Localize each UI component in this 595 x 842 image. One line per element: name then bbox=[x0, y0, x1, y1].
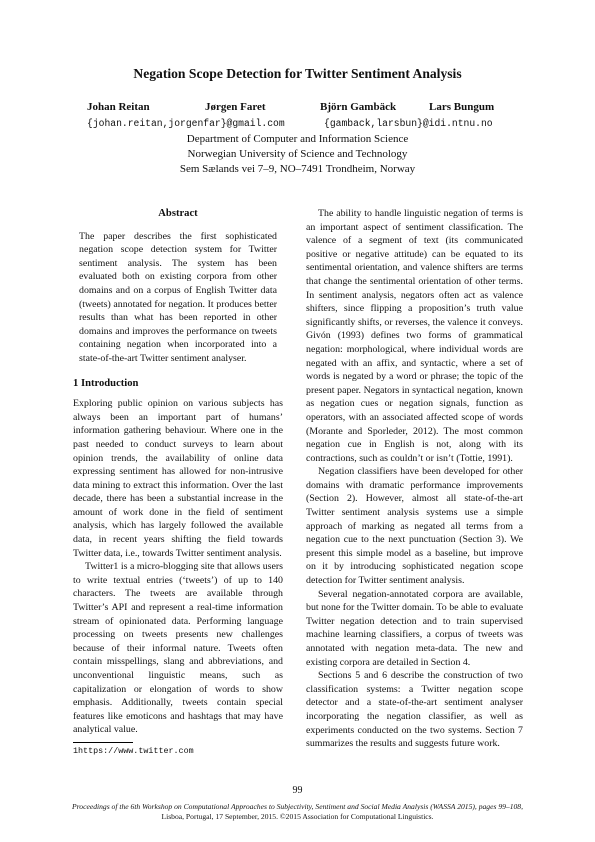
abstract-heading: Abstract bbox=[158, 208, 198, 219]
body-paragraph: Several negation-annotated corpora are available, but none for the Twitter domain. To be able to evaluate Twitter negation detection and to train supervised machine learning classifiers, a corpus of tweets was annotated with negation meta-data. The new and existing corpora are detailed in Section 4. bbox=[306, 588, 523, 668]
body-paragraph: Twitter1 is a micro-blogging site that allows users to write textual entries (‘tweets’) of up to 140 characters. The tweets are available through Twitter’s API and represent a real-time information stream of opinionated data. Performing language processing on tweets presents new challenges because of their informal nature. Tweets often contain misspellings, slang and abbreviations, and unconventional linguistic means, such as capitalization or elongation of words to show emphasis. Additionally, tweets contain special features like emoticons and hashtags that may have analytical value. bbox=[73, 561, 283, 736]
left-column bbox=[73, 207, 283, 757]
proceedings-line: Lisboa, Portugal, 17 September, 2015. ©2015 Association for Computational Linguistics. bbox=[161, 812, 434, 821]
body-paragraph: Sections 5 and 6 describe the construction of two classification systems: a Twitter negation scope detector and a state-of-the-art sentiment analyser incorporating the negation classifier, as well as experiments conducted on the two systems. Section 7 summarizes the results and suggests future work. bbox=[306, 670, 523, 750]
affiliation-line: Norwegian University of Science and Technology bbox=[187, 148, 408, 160]
footnote[interactable]: 1https://www.twitter.com bbox=[73, 745, 194, 756]
abstract-text: The paper describes the first sophisticated negation scope detection system for Twitter sentiment analysis. The system has been evaluated both on existing corpora from other domains and on a corpus of English Twitter data (tweets) annotated for negation. It produces better results than what has been reported in other domains and improves the performance on tweets containing negation when incorporated into a state-of-the-art Twitter sentiment analyser. bbox=[79, 230, 277, 364]
proceedings-footer bbox=[30, 802, 565, 822]
proceedings-line: Proceedings of the 6th Workshop on Computational Approaches to Subjectivity, Sentiment and Social Media Analysis (WASSA 2015), pages 99–108, bbox=[71, 802, 524, 811]
author-name: Björn Gambäck bbox=[320, 101, 397, 113]
paper-title: Negation Scope Detection for Twitter Sentiment Analysis bbox=[133, 66, 462, 81]
page-number: 99 bbox=[292, 785, 303, 796]
section-heading: 1 Introduction bbox=[73, 377, 139, 389]
footnote-rule bbox=[73, 742, 133, 743]
author-name: Johan Reitan bbox=[87, 101, 150, 113]
body-paragraph: Exploring public opinion on various subjects has always been an important part of humans’ information gathering behaviour. Where one in the past needed to conduct surveys to learn about opinion trends, the availability of online data expressing sentiment has allowed for non-intrusive data mining to extract this information. Over the last decade, there has been a substantial increase in the amount of work done in the field of sentiment analysis, which has largely followed the available data, in recent years shifting the field towards Twitter data, i.e., towards Twitter sentiment analysis. bbox=[73, 398, 283, 559]
author-name: Jørgen Faret bbox=[205, 101, 266, 113]
author-name: Lars Bungum bbox=[429, 101, 495, 113]
email-address[interactable]: {gamback,larsbun}@idi.ntnu.no bbox=[324, 118, 493, 129]
body-paragraph: Negation classifiers have been developed for other domains with dramatic performance improvements (Section 2). However, almost all state-of-the-art Twitter sentiment analysis systems use a simple approach of marking as negated all terms from a negation cue to the next punctuation (Section 3). We present this simple model as a baseline, but improve on it by introducing sophisticated negation scope detection for Twitter sentiment analysis. bbox=[306, 466, 523, 587]
email-address[interactable]: {johan.reitan,jorgenfar}@gmail.com bbox=[87, 118, 285, 129]
affiliation-line: Sem Sælands vei 7–9, NO–7491 Trondheim, Norway bbox=[179, 163, 416, 175]
body-paragraph: The ability to handle linguistic negation of terms is an important aspect of sentiment classification. The valence of a segment of text (its communicated positive or negative attitude) can be equated to its sentimental orientation, and valence shifters are terms that change the sentimental orientation of other terms. In sentiment analysis, negators often act as valence shifters, since flipping a proposition’s truth value significantly shifts, or reverses, the valence it conveys. Givón (1993) defines two forms of grammatical negation: morphological, where individual words are negated with an affix, and syntactic, where a set of words is negated by a word or phrase; the topic of the present paper. Negators in syntactical negation, known as negation cues or negation signals, function as operators, with an associated affected scope of words (Morante and Sporleder, 2012). The most common negation cue in English is not, along with its contractions, such as couldn’t or isn’t (Tottie, 1991). bbox=[306, 208, 523, 464]
affiliation-line: Department of Computer and Information Science bbox=[186, 133, 409, 145]
right-column bbox=[306, 207, 523, 751]
